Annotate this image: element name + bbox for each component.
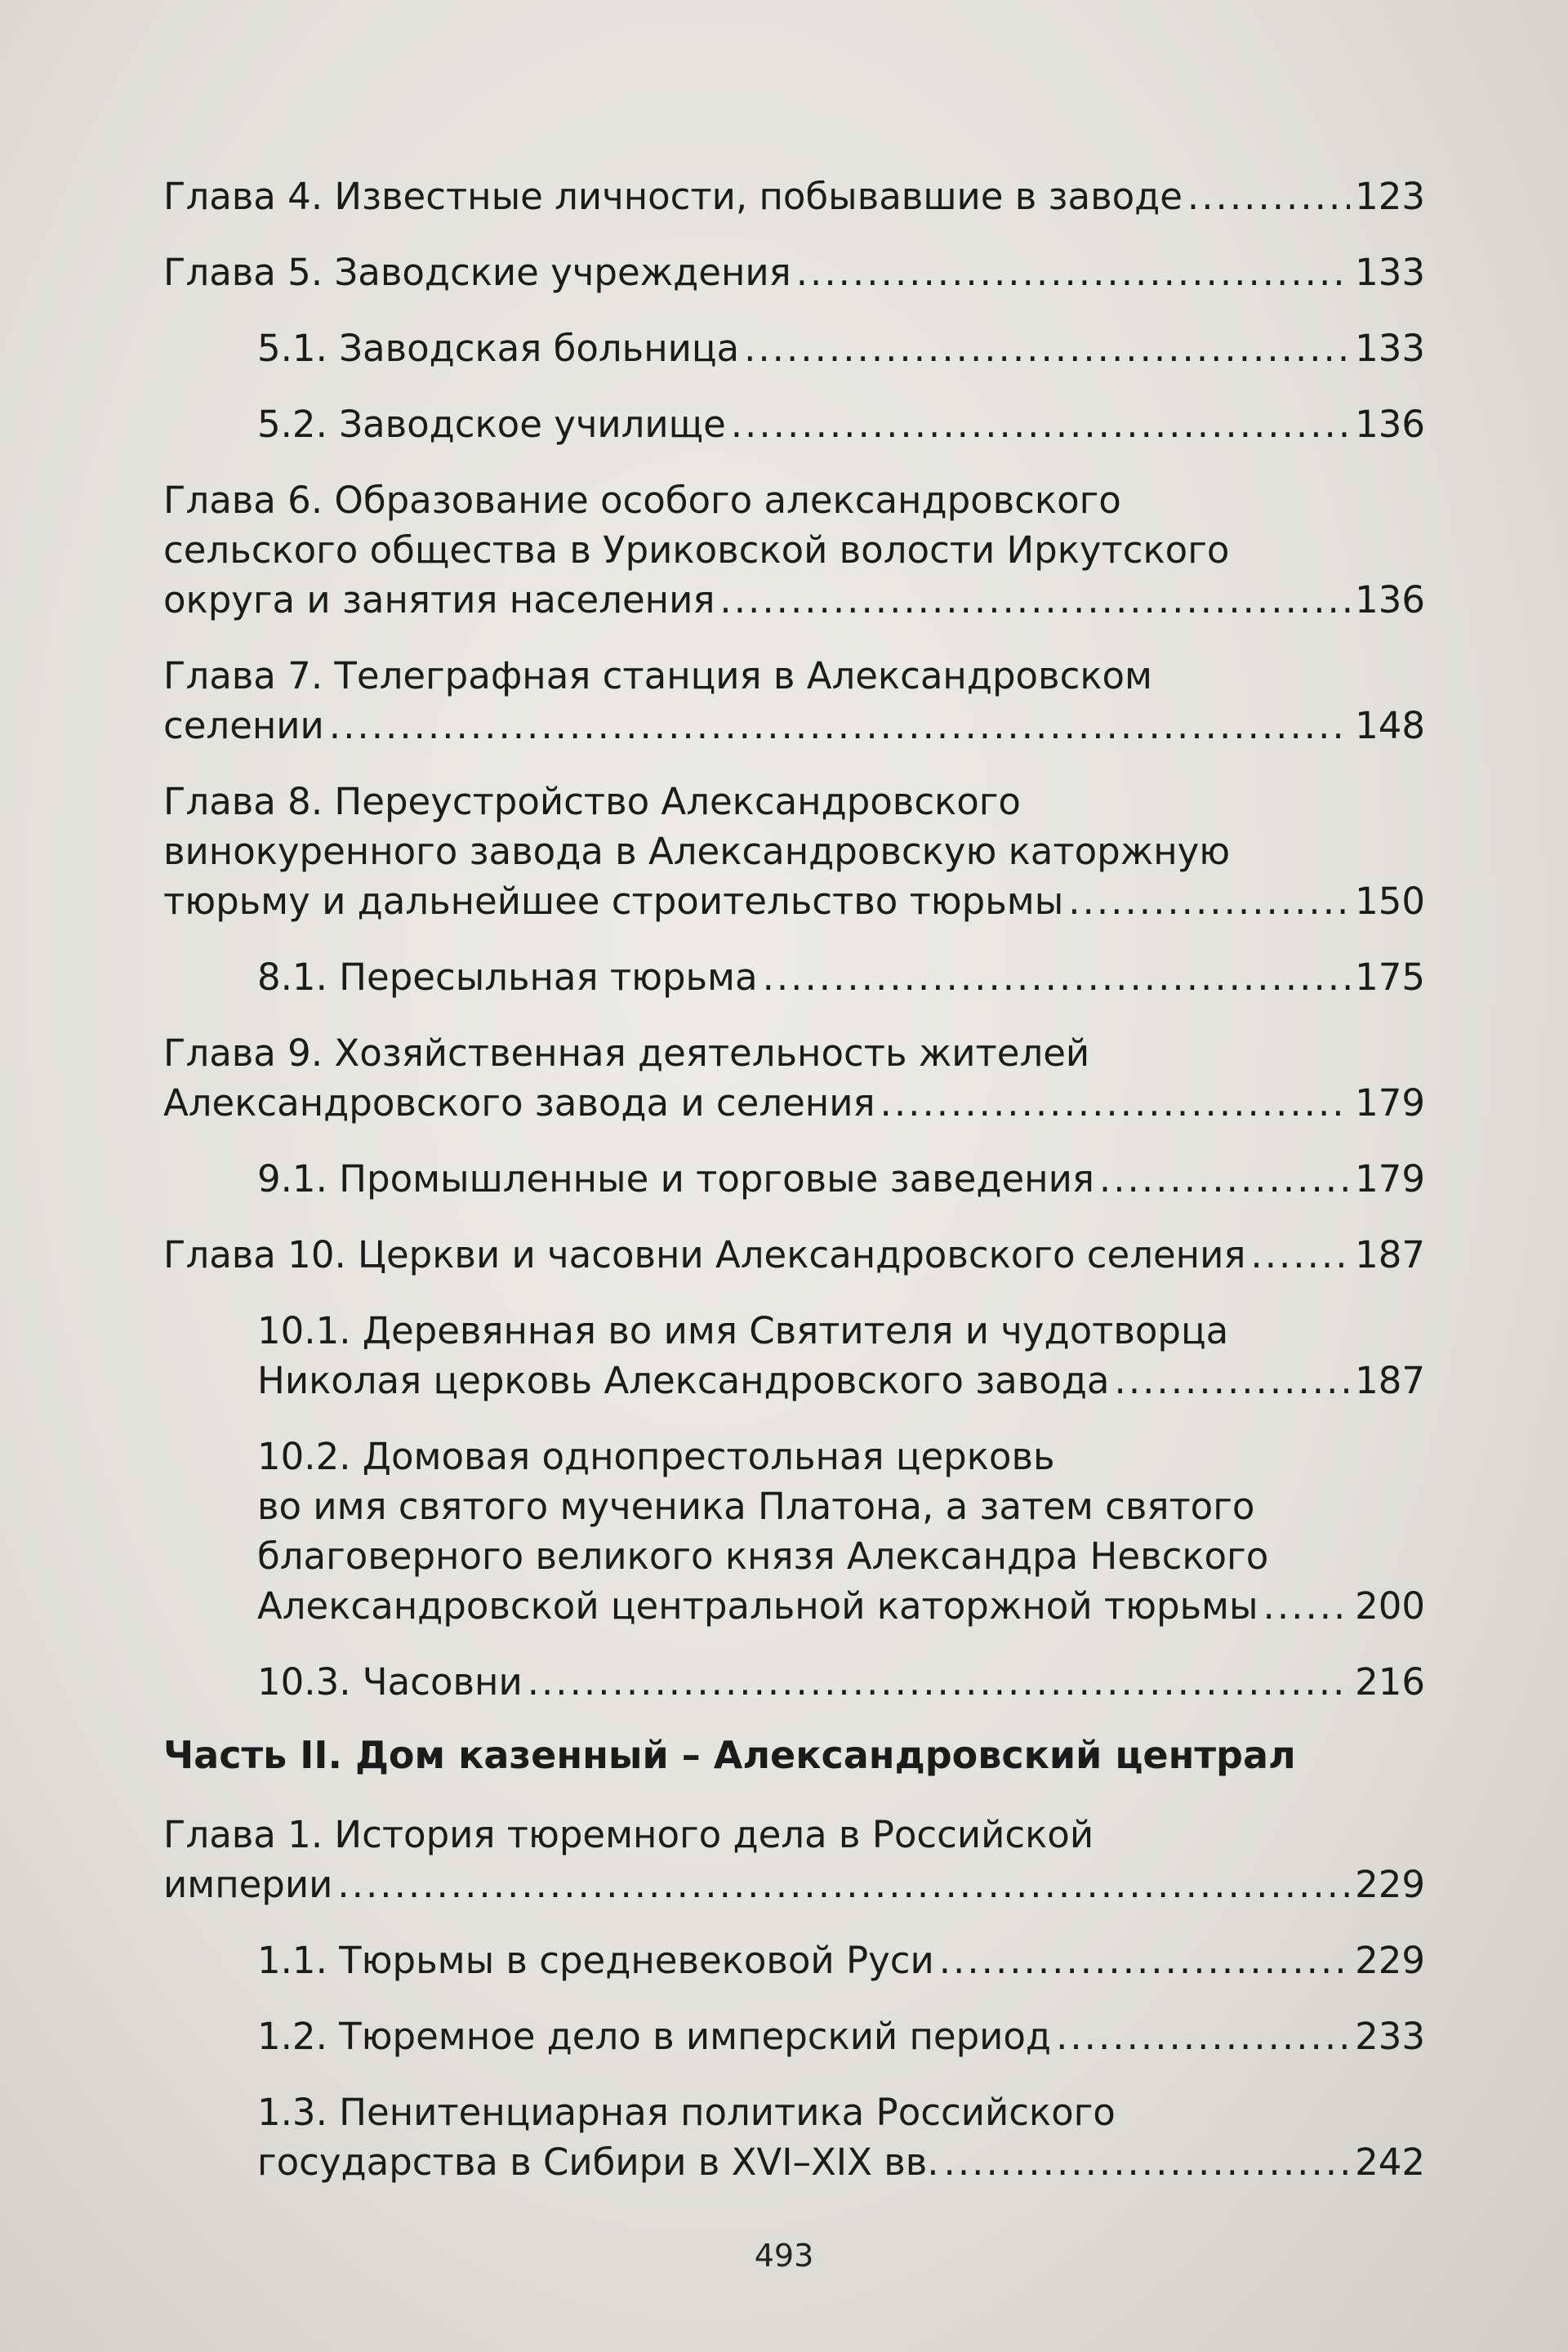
toc-entry-last-line (257, 1657, 1425, 1707)
toc-entry-text: благоверного великого князя Александра Невского (257, 1535, 1269, 1578)
toc-entry-last-line (257, 399, 1425, 449)
toc-entry (163, 1432, 1425, 1631)
toc-entry-text: тюрьму и дальнейшее строительство тюрьмы (163, 880, 1064, 923)
toc-entry-last-line (163, 575, 1425, 625)
toc-entry-text: Глава 8. Переустройство Александровского (163, 780, 1021, 823)
dot-leader (1056, 2011, 1350, 2061)
toc-entry-text: 1.2. Тюремное дело в имперский период (257, 2015, 1052, 2058)
toc-entry-text: Глава 6. Образование особого александровского (163, 479, 1121, 522)
toc-entry-text: государства в Сибири в XVI–XIX вв. (257, 2140, 939, 2184)
toc-entry-last-line (163, 247, 1425, 297)
toc-page-number: 133 (1355, 251, 1425, 294)
toc-part-two-section (163, 1810, 1425, 2187)
toc-entry-text: Глава 10. Церкви и часовни Александровского селения (163, 1233, 1246, 1276)
toc-entry (163, 651, 1425, 751)
toc-entry (163, 323, 1425, 373)
toc-entry-text: Глава 7. Телеграфная станция в Александровском (163, 654, 1152, 697)
toc-entry-text: Александровской центральной каторжной тюрьмы (257, 1584, 1258, 1628)
toc-entry-text: Глава 4. Известные личности, побывавшие в заводе (163, 175, 1183, 218)
toc-page-number: 175 (1355, 956, 1425, 999)
dot-leader (1187, 172, 1350, 221)
dot-leader (719, 575, 1350, 625)
dot-leader (939, 1936, 1350, 1985)
page-number: 493 (754, 2238, 814, 2274)
toc-page-number: 229 (1355, 1939, 1425, 1982)
toc-entry-text: 10.3. Часовни (257, 1660, 523, 1704)
toc-entry-last-line (257, 2137, 1425, 2187)
dot-leader (1115, 1356, 1351, 1405)
toc-page-number: 148 (1355, 704, 1425, 747)
toc-page-number: 187 (1355, 1233, 1425, 1276)
toc-entry-text: округа и занятия населения (163, 578, 715, 621)
toc-page-number: 179 (1355, 1157, 1425, 1200)
toc-entry-text: винокуренного завода в Александровскую каторжную (163, 830, 1231, 873)
toc-entry-text: 9.1. Промышленные и торговые заведения (257, 1157, 1094, 1200)
toc-page-number: 150 (1355, 880, 1425, 923)
dot-leader (744, 323, 1350, 373)
toc-page-number: 136 (1355, 578, 1425, 621)
toc-entry-text: 10.2. Домовая однопрестольная церковь (257, 1435, 1055, 1478)
toc-entry-text: Николая церковь Александровского завода (257, 1359, 1110, 1402)
toc-page-number: 136 (1355, 403, 1425, 446)
dot-leader (731, 399, 1350, 449)
toc-page-number: 133 (1355, 327, 1425, 370)
toc-entry-text: 8.1. Пересыльная тюрьма (257, 956, 758, 999)
toc-page-number: 229 (1355, 1863, 1425, 1906)
dot-leader (944, 2137, 1351, 2187)
dot-leader (1068, 876, 1350, 926)
toc-page-number: 123 (1355, 175, 1425, 218)
toc-entry-last-line (257, 1154, 1425, 1204)
toc-part-one-section (163, 172, 1425, 1707)
toc-page-number: 233 (1355, 2015, 1425, 2058)
part-heading: Часть II. Дом казенный – Александровский централ (163, 1733, 1296, 1777)
toc-entry-text: сельского общества в Уриковской волости Иркутского (163, 528, 1230, 572)
toc-entry-last-line (257, 1356, 1425, 1405)
toc-entry-last-line (257, 1936, 1425, 1985)
toc-entry-last-line (163, 1078, 1425, 1128)
toc-entry-last-line (257, 323, 1425, 373)
toc-entry (163, 777, 1425, 926)
toc-entry-text: империи (163, 1863, 333, 1906)
toc-page-number: 187 (1355, 1359, 1425, 1402)
toc-entry-text: 5.1. Заводская больница (257, 327, 740, 370)
dot-leader (1250, 1230, 1350, 1280)
toc-entry-last-line (163, 876, 1425, 926)
toc-entry-last-line (163, 701, 1425, 751)
toc-entry-text: Глава 1. История тюремного дела в Российской (163, 1813, 1094, 1856)
toc-page-number: 242 (1355, 2140, 1425, 2184)
toc-entry-text: селении (163, 704, 324, 747)
dot-leader (1099, 1154, 1350, 1204)
toc-entry-text: 1.1. Тюрьмы в средневековой Руси (257, 1939, 934, 1982)
toc-entry (163, 399, 1425, 449)
dot-leader (1263, 1581, 1351, 1631)
toc-entry-last-line (257, 952, 1425, 1002)
toc-entry (163, 1154, 1425, 1204)
toc-entry-last-line (163, 1860, 1425, 1909)
table-of-contents (163, 172, 1425, 2213)
toc-entry-text: Глава 9. Хозяйственная деятельность жителей (163, 1031, 1090, 1075)
dot-leader (337, 1860, 1350, 1909)
toc-page-number: 200 (1355, 1584, 1425, 1628)
toc-entry (163, 1936, 1425, 1985)
toc-entry-text: во имя святого мученика Платона, а затем святого (257, 1485, 1255, 1528)
toc-entry-text: Глава 5. Заводские учреждения (163, 251, 791, 294)
toc-entry (163, 1657, 1425, 1707)
dot-leader (329, 701, 1350, 751)
toc-entry (163, 247, 1425, 297)
toc-entry (163, 1306, 1425, 1405)
toc-page-number: 179 (1355, 1081, 1425, 1125)
toc-entry (163, 2087, 1425, 2187)
toc-entry (163, 2011, 1425, 2061)
toc-entry-last-line (257, 1581, 1425, 1631)
dot-leader (880, 1078, 1351, 1128)
toc-entry (163, 1810, 1425, 1909)
toc-entry-text: 1.3. Пенитенциарная политика Российского (257, 2091, 1116, 2134)
toc-entry (163, 475, 1425, 625)
toc-entry-last-line (163, 172, 1425, 221)
dot-leader (763, 952, 1351, 1002)
toc-entry (163, 1230, 1425, 1280)
toc-entry-text: 5.2. Заводское училище (257, 403, 726, 446)
toc-entry-last-line (257, 2011, 1425, 2061)
toc-page-number: 216 (1355, 1660, 1425, 1704)
toc-entry-last-line (163, 1230, 1425, 1280)
dot-leader (796, 247, 1350, 297)
toc-entry-text: Александровского завода и селения (163, 1081, 875, 1125)
toc-entry-text: 10.1. Деревянная во имя Святителя и чудотворца (257, 1309, 1229, 1352)
toc-entry (163, 172, 1425, 221)
toc-entry (163, 1028, 1425, 1128)
toc-entry (163, 952, 1425, 1002)
dot-leader (528, 1657, 1350, 1707)
